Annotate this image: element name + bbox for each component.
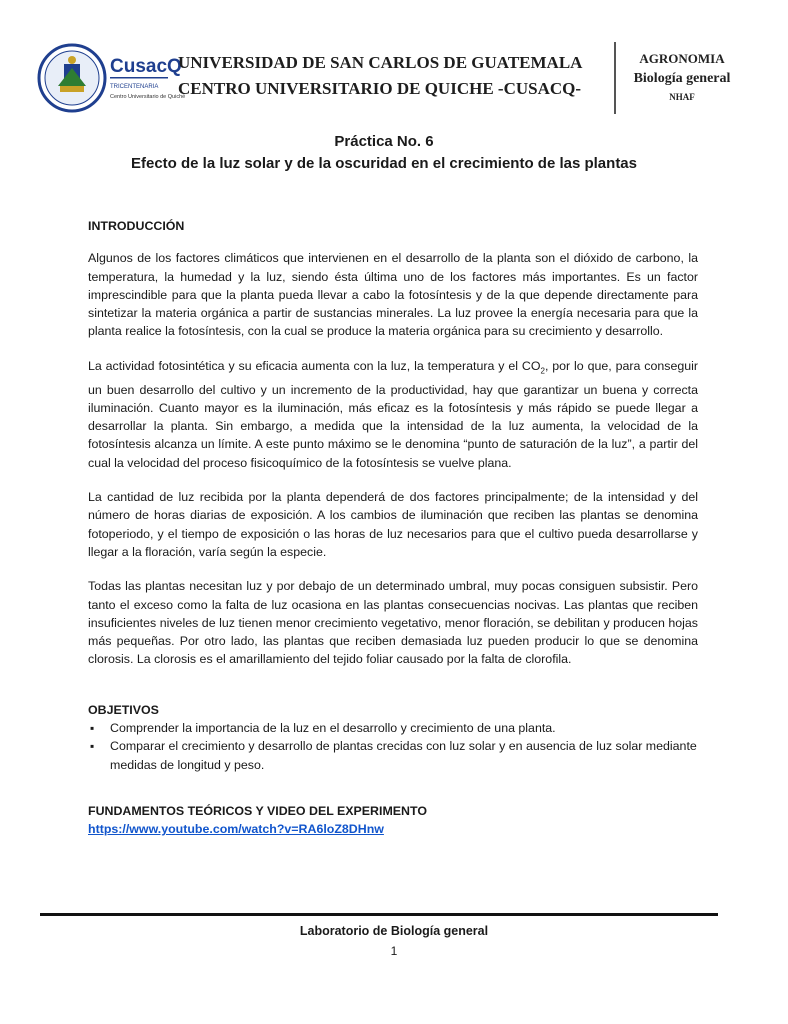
header-divider	[614, 42, 616, 114]
svg-text:Centro Universitario de Quiché: Centro Universitario de Quiché	[110, 94, 186, 100]
course-info	[624, 50, 740, 104]
youtube-video-link[interactable]: https://www.youtube.com/watch?v=RA6loZ8DHnw	[88, 822, 384, 837]
objective-item: ▪ Comprender la importancia de la luz en el desarrollo y crecimiento de una planta.	[88, 719, 698, 737]
cusacq-logo	[36, 42, 186, 114]
footer-divider	[40, 913, 718, 916]
practice-number: Práctica No. 6	[334, 133, 434, 150]
intro-paragraph-2-part-2: , por lo que, para conseguir un buen desarrollo del cultivo y un incremento de la productividad, hay que garantizar un buena y correcta iluminación. Cuanto mayor es la iluminación, más eficaz es la fotosíntesis y más rápido se puede llegar a desarrollar la planta. Sin embargo, a medida que la intensidad de la luz aumenta, la velocidad de la fotosíntesis alcanza un límite. A este punto máximo se le denomina “punto de saturación de la luz”, a partir del cual la velocidad del proceso fisicoquímico de la fotosíntesis se vuelve plana.	[88, 358, 698, 470]
university-name	[178, 50, 582, 102]
intro-paragraph-3: La cantidad de luz recibida por la planta dependerá de dos factores principalmente; de la intensidad y del número de horas diarias de exposición. A los cambios de iluminación que reciben las plantas se denomina fotoperiodo, y el tiempo de exposición o las horas de luz necesarios para que el cultivo pueda desarrollarse y llegar a la floración, varía según la especie.	[88, 490, 698, 559]
objective-item: ▪ Comparar el crecimiento y desarrollo de plantas crecidas con luz solar y en ausencia de luz solar mediante medidas de longitud y peso.	[88, 737, 698, 774]
page-number: 1	[390, 944, 398, 958]
objectives-list	[88, 719, 698, 774]
document-header	[36, 40, 736, 120]
practice-subtitle: Efecto de la luz solar y de la oscuridad en el crecimiento de las plantas	[130, 155, 637, 172]
document-body	[88, 217, 698, 838]
university-line-2: CENTRO UNIVERSITARIO DE QUICHE -CUSACQ-	[178, 79, 582, 98]
intro-paragraph-2-part-1: La actividad fotosintética y su eficacia aumenta con la luz, la temperatura y el CO	[88, 358, 541, 373]
fundamentos-heading: FUNDAMENTOS TEÓRICOS Y VIDEO DEL EXPERIMENTO	[88, 803, 427, 818]
author-initials: NHAF	[669, 92, 695, 102]
university-line-1: UNIVERSIDAD DE SAN CARLOS DE GUATEMALA	[178, 53, 583, 72]
intro-paragraph-4: Todas las plantas necesitan luz y por debajo de un determinado umbral, muy pocas consiguen subsistir. Pero tanto el exceso como la falta de luz ocasiona en las plantas consecuencias nocivas. Las plantas que reciben insuficientes niveles de luz tienen menor crecimiento vegetativo, menor floración, se debilitan y producen hojas más pequeñas. Por otro lado, las plantas que reciben demasiada luz pueden producir lo que se denomina clorosis. La clorosis es el amarillamiento del tejido foliar causado por la falta de clorofila.	[88, 579, 698, 667]
intro-heading: INTRODUCCIÓN	[88, 219, 185, 233]
logo-text: CusacQ	[110, 56, 182, 77]
objectives-heading: OBJETIVOS	[88, 702, 159, 717]
footer-label: Laboratorio de Biología general	[299, 924, 489, 938]
svg-text:TRICENTENARIA: TRICENTENARIA	[110, 84, 159, 90]
program-name: AGRONOMIA	[639, 51, 725, 66]
intro-paragraph-2	[88, 357, 698, 472]
practice-title-block	[0, 131, 768, 175]
course-name: Biología general	[633, 71, 731, 86]
intro-paragraph-1: Algunos de los factores climáticos que intervienen en el desarrollo de la planta son el dióxido de carbono, la temperatura, la humedad y la luz, siendo ésta última uno de los factores más importantes. Es un factor imprescindible para que la planta pueda llevar a cabo la fotosíntesis y de la que depende directamente para sintetizar la materia orgánica a partir de sustancias minerales. La luz provee la energía necesaria para que la planta realice la fotosíntesis, con la cual se produce la materia orgánica para su crecimiento y desarrollo.	[88, 251, 698, 339]
co2-subscript: 2	[540, 366, 545, 376]
